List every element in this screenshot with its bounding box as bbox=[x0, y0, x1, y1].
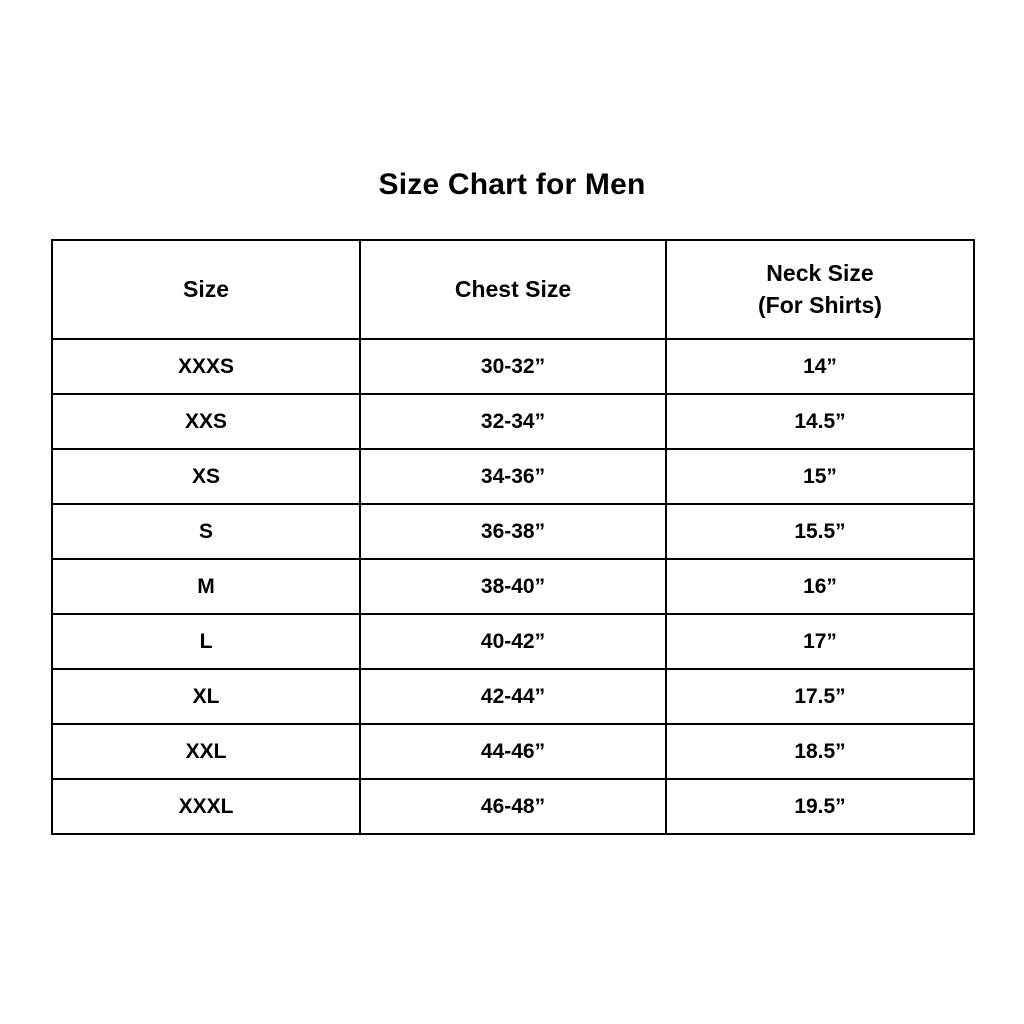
column-header-size-label: Size bbox=[182, 275, 230, 302]
table-row bbox=[52, 394, 974, 449]
cell-neck: 14.5” bbox=[666, 394, 974, 449]
cell-neck: 17.5” bbox=[666, 669, 974, 724]
size-chart-table bbox=[51, 239, 975, 835]
table-row bbox=[52, 669, 974, 724]
column-header-neck-label: Neck Size bbox=[766, 260, 874, 287]
table-body bbox=[52, 339, 974, 834]
cell-chest: 32-34” bbox=[360, 394, 666, 449]
cell-neck: 14” bbox=[666, 339, 974, 394]
column-header-size bbox=[52, 240, 360, 339]
table-row bbox=[52, 614, 974, 669]
cell-chest: 36-38” bbox=[360, 504, 666, 559]
cell-neck: 16” bbox=[666, 559, 974, 614]
cell-neck: 19.5” bbox=[666, 779, 974, 834]
cell-size: XXS bbox=[52, 394, 360, 449]
column-header-neck bbox=[666, 240, 974, 339]
cell-neck: 15.5” bbox=[666, 504, 974, 559]
cell-chest: 46-48” bbox=[360, 779, 666, 834]
cell-size: S bbox=[52, 504, 360, 559]
cell-chest: 44-46” bbox=[360, 724, 666, 779]
cell-chest: 34-36” bbox=[360, 449, 666, 504]
table-row bbox=[52, 449, 974, 504]
column-header-chest bbox=[360, 240, 666, 339]
cell-size: L bbox=[52, 614, 360, 669]
cell-chest: 38-40” bbox=[360, 559, 666, 614]
cell-size: XXXS bbox=[52, 339, 360, 394]
table-row bbox=[52, 724, 974, 779]
cell-size: XXXL bbox=[52, 779, 360, 834]
column-header-chest-label: Chest Size bbox=[454, 275, 572, 302]
size-chart-table-container bbox=[51, 239, 973, 835]
table-header-row bbox=[52, 240, 974, 339]
cell-size: XL bbox=[52, 669, 360, 724]
page-title: Size Chart for Men bbox=[378, 168, 646, 201]
cell-chest: 42-44” bbox=[360, 669, 666, 724]
cell-neck: 17” bbox=[666, 614, 974, 669]
table-row bbox=[52, 504, 974, 559]
column-header-neck-sublabel: (For Shirts) bbox=[758, 291, 882, 318]
cell-size: XS bbox=[52, 449, 360, 504]
cell-size: XXL bbox=[52, 724, 360, 779]
cell-chest: 40-42” bbox=[360, 614, 666, 669]
cell-neck: 18.5” bbox=[666, 724, 974, 779]
table-header bbox=[52, 240, 974, 339]
cell-neck: 15” bbox=[666, 449, 974, 504]
table-row bbox=[52, 779, 974, 834]
cell-chest: 30-32” bbox=[360, 339, 666, 394]
table-row bbox=[52, 559, 974, 614]
cell-size: M bbox=[52, 559, 360, 614]
table-row bbox=[52, 339, 974, 394]
